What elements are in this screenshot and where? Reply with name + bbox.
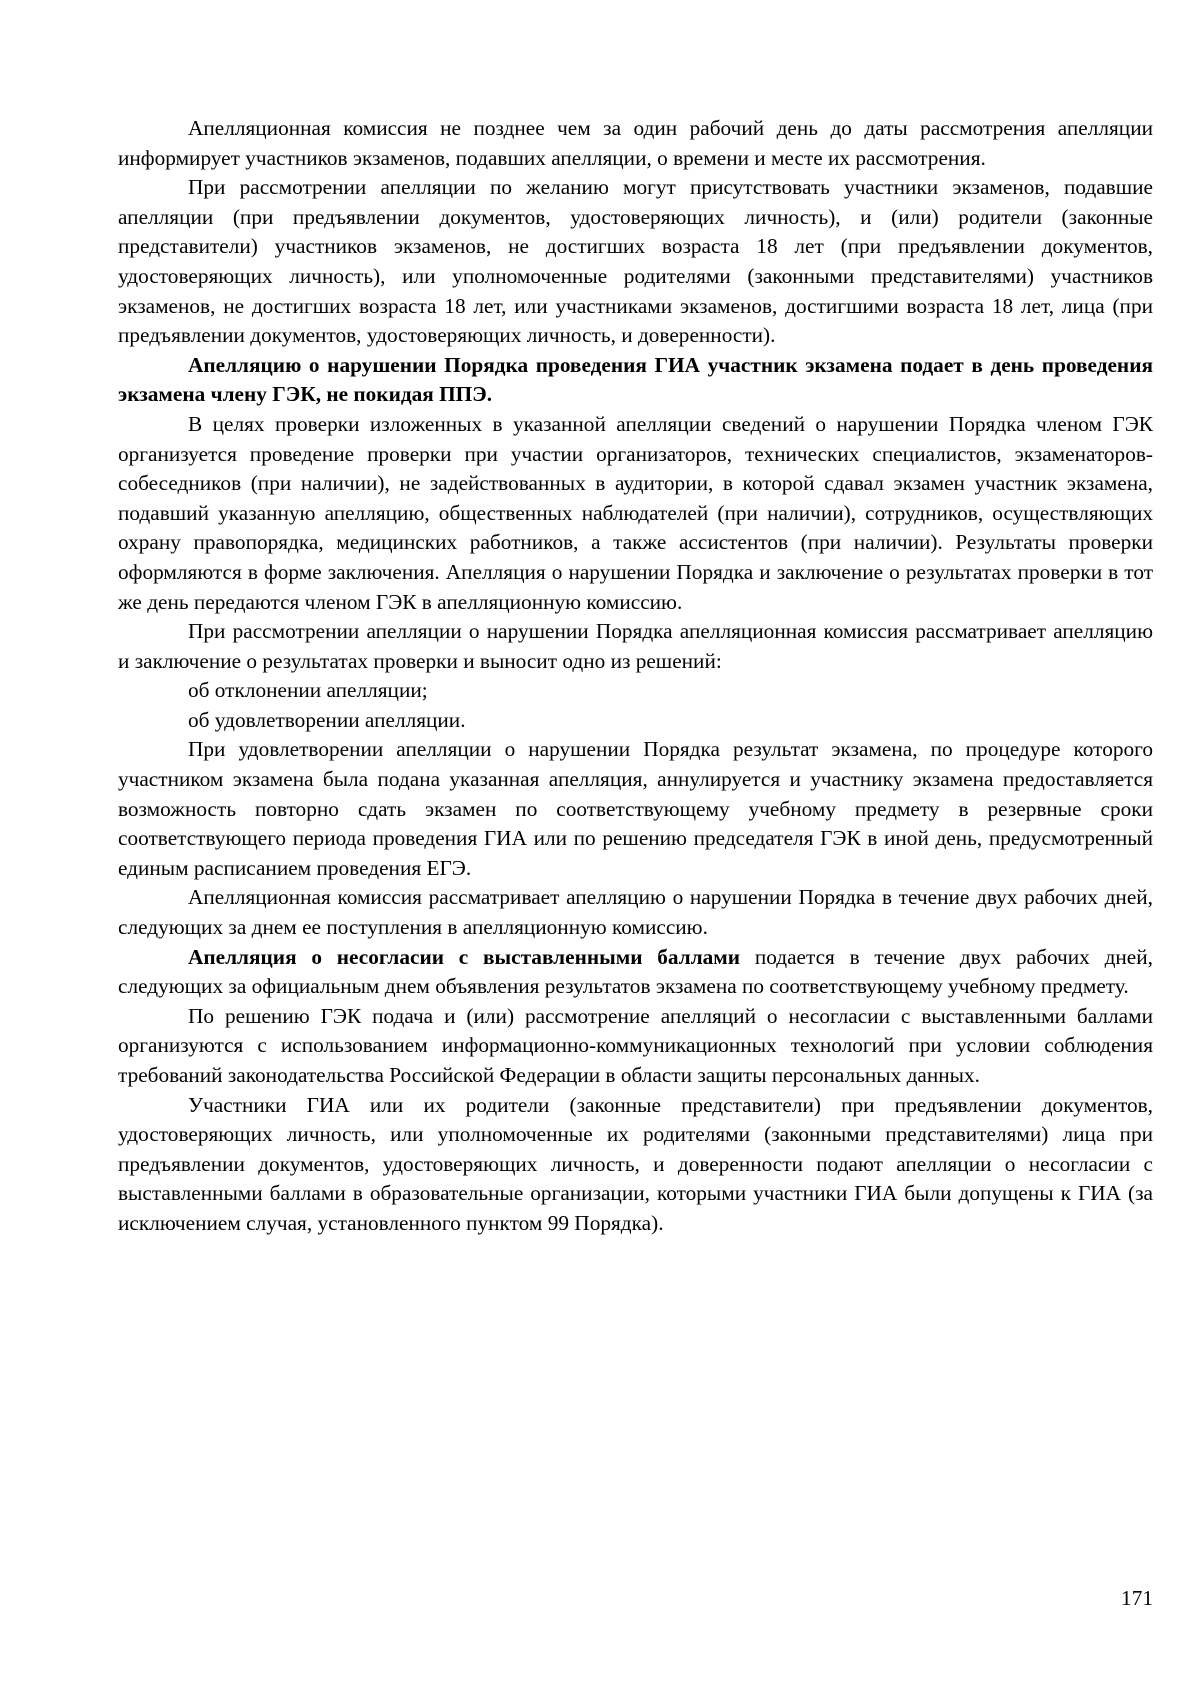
paragraph-text: При рассмотрении апелляции по желанию могут присутствовать участники экзаменов, подавшие апелляции (при предъявлении документов, удостоверяющих личность), и (или) родители (законные представители) участников экзаменов, не достигших возраста 18 лет (при предъявлении документов, удостоверяющих личность), или уполномоченные родителями (законными представителями) участников экзаменов, не достигших возраста 18 лет, или участниками экзаменов, достигшими возраста 18 лет, лица (при предъявлении документов, удостоверяющих личность, и доверенности). <box>118 175 1153 348</box>
list-item-text: об удовлетворении апелляции. <box>188 707 466 732</box>
page-number: 171 <box>1121 1586 1153 1610</box>
list-item <box>118 706 1153 736</box>
paragraph <box>118 173 1153 351</box>
paragraph-text: По решению ГЭК подача и (или) рассмотрение апелляций о несогласии с выставленными баллами организуются с использованием информационно-коммуникационных технологий при условии соблюдения требований законодательства Российской Федерации в области защиты персональных данных. <box>118 1003 1153 1087</box>
paragraph-text: При удовлетворении апелляции о нарушении Порядка результат экзамена, по процедуре которого участником экзамена была подана указанная апелляция, аннулируется и участнику экзамена предоставляется возможность повторно сдать экзамен по соответствующему учебному предмету в резервные сроки соответствующего периода проведения ГИА или по решению председателя ГЭК в иной день, предусмотренный единым расписанием проведения ЕГЭ. <box>118 737 1153 880</box>
paragraph-text: Участники ГИА или их родители (законные представители) при предъявлении документов, удостоверяющих личность, или уполномоченные их родителями (законными представителями) лица при предъявлении документов, удостоверяющих личность, и доверенности подают апелляции о несогласии с выставленными баллами в образовательные организации, которыми участники ГИА были допущены к ГИА (за исключением случая, установленного пунктом 99 Порядка). <box>118 1092 1153 1235</box>
paragraph-bold-text: Апелляция о несогласии с выставленными баллами <box>188 944 741 969</box>
list-item <box>118 676 1153 706</box>
paragraph <box>118 410 1153 617</box>
paragraph <box>118 351 1153 410</box>
paragraph-bold-text: Апелляцию о нарушении Порядка проведения ГИА участник экзамена подает в день проведения экзамена члену ГЭК, не покидая ППЭ. <box>118 352 1153 407</box>
paragraph <box>118 1091 1153 1239</box>
paragraph-text: подается в течение двух рабочих дней, следующих за официальным днем объявления результатов экзамена по соответствующему учебному предмету. <box>118 944 1153 999</box>
paragraph <box>118 943 1153 1002</box>
paragraph <box>118 1002 1153 1091</box>
paragraph-text: При рассмотрении апелляции о нарушении Порядка апелляционная комиссия рассматривает апелляцию и заключение о результатах проверки и выносит одно из решений: <box>118 619 1153 673</box>
paragraph <box>118 883 1153 942</box>
document-body <box>118 114 1153 1239</box>
list-item-text: об отклонении апелляции; <box>188 678 428 703</box>
paragraph <box>118 114 1153 173</box>
paragraph-text: Апелляционная комиссия рассматривает апелляцию о нарушении Порядка в течение двух рабочих дней, следующих за днем ее поступления в апелляционную комиссию. <box>118 885 1153 940</box>
paragraph-text: В целях проверки изложенных в указанной апелляции сведений о нарушении Порядка членом ГЭК организуется проведение проверки при участии организаторов, технических специалистов, экзаменаторов-собеседников (при наличии), не задействованных в аудитории, в которой сдавал экзамен участник экзамена, подавший указанную апелляцию, общественных наблюдателей (при наличии), сотрудников, осуществляющих охрану правопорядка, медицинских работников, а также ассистентов (при наличии). Результаты проверки оформляются в форме заключения. Апелляция о нарушении Порядка и заключение о результатах проверки в тот же день передаются членом ГЭК в апелляционную комиссию. <box>118 411 1153 614</box>
paragraph <box>118 617 1153 676</box>
paragraph <box>118 735 1153 883</box>
paragraph-text: Апелляционная комиссия не позднее чем за один рабочий день до даты рассмотрения апелляции информирует участников экзаменов, подавших апелляции, о времени и месте их рассмотрения. <box>118 116 1153 170</box>
